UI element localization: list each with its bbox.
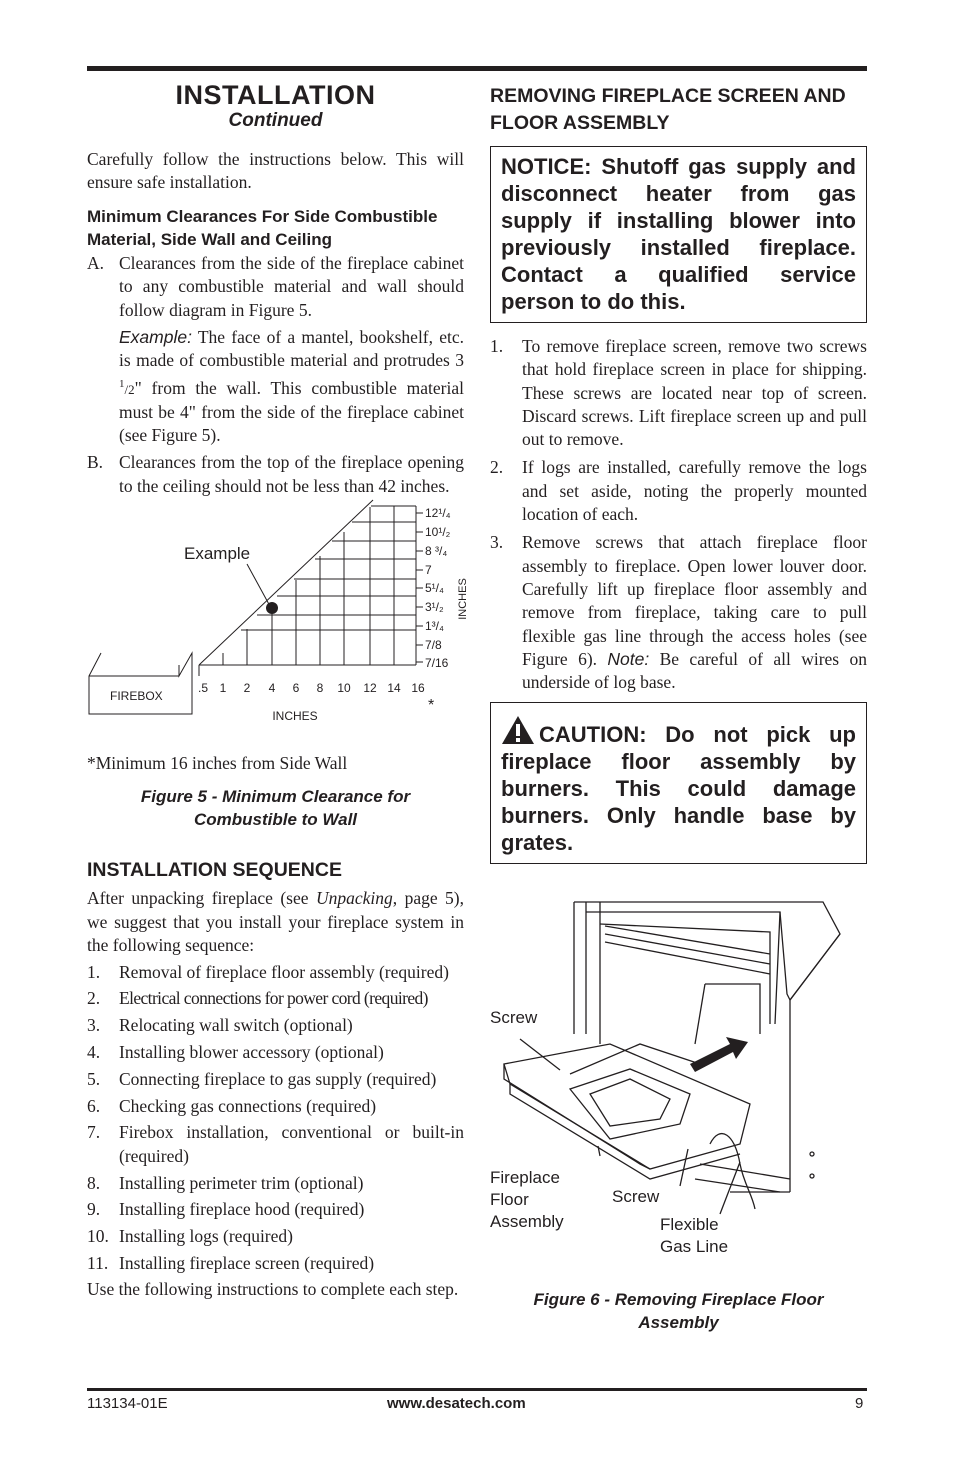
x-tick-label: .5 — [197, 680, 209, 695]
x-tick-label: 2 — [243, 680, 251, 695]
firebox-label: FIREBOX — [110, 688, 163, 703]
right-column — [490, 83, 867, 1334]
sequence-item — [87, 1068, 464, 1091]
sequence-intro: After unpacking fireplace (see Unpacking, page 5), we suggest that you install your fireplace system in the following sequence: — [87, 888, 464, 955]
example-point-marker — [266, 602, 278, 614]
intro-paragraph: Carefully follow the instructions below. This will ensure safe installation. — [87, 149, 464, 193]
example-paragraph: Example: The face of a mantel, bookshelf, etc. is made of combustible material and protrudes 3 $^1$/2" from the wall. This combustible material must be 4" from the side of the fireplace cabinet (see Figure 5). — [119, 327, 464, 446]
sequence-outro: Use the following instructions to complete each step. — [87, 1279, 459, 1300]
figure-6-caption: Figure 6 - Removing Fireplace Floor Assembly — [533, 1290, 824, 1333]
asterisk-marker: * — [428, 696, 435, 714]
sequence-item-text: Relocating wall switch (optional) — [119, 1015, 353, 1036]
y-tick-label: 7 — [425, 562, 432, 577]
website-link[interactable]: www.desatech.com — [387, 1395, 526, 1412]
sequence-item-number: 8. — [87, 1172, 101, 1193]
floor-assembly-label-1: Fireplace — [490, 1168, 560, 1188]
sequence-heading: INSTALLATION SEQUENCE — [87, 859, 342, 882]
sequence-item — [87, 987, 464, 1010]
x-tick-label: 12 — [363, 680, 377, 695]
gas-line-label-1: Flexible — [660, 1215, 719, 1235]
sequence-item — [87, 1041, 464, 1064]
removal-step — [490, 456, 867, 526]
sequence-item-text: Firebox installation, conventional or built-in (required) — [119, 1122, 464, 1166]
floor-assembly-label-3: Assembly — [490, 1212, 564, 1232]
x-tick-label: 4 — [268, 680, 276, 695]
example-callout: Example — [184, 543, 251, 563]
sequence-list — [87, 961, 464, 1276]
clearance-heading: Minimum Clearances For Side Combustible Material, Side Wall and Ceiling — [87, 206, 438, 249]
floor-assembly-label-2: Floor — [490, 1190, 529, 1210]
section-title: INSTALLATION — [175, 80, 376, 110]
y-tick-label: 8 ³/₄ — [425, 543, 448, 558]
sequence-item-text: Installing logs (required) — [119, 1226, 293, 1247]
sequence-item-text: Electrical connections for power cord (required) — [119, 988, 428, 1009]
sequence-item-number: 4. — [87, 1042, 101, 1063]
sequence-item — [87, 1121, 464, 1168]
clearance-item-b: B. Clearances from the top of the fireplace opening to the ceiling should not be less than 42 inches. — [87, 452, 464, 496]
y-axis-label: INCHES — [457, 578, 469, 620]
sequence-item-number: 10. — [87, 1226, 109, 1247]
removal-heading: REMOVING FIREPLACE SCREEN AND FLOOR ASSEMBLY — [490, 85, 846, 134]
removal-step-text: To remove fireplace screen, remove two screws that hold fireplace screen in place for shipping. These screws are located near top of screen. Discard screws. Lift fireplace screen up and pull out to remove. — [522, 336, 867, 450]
x-tick-label: 10 — [337, 680, 351, 695]
section-subtitle: Continued — [228, 110, 323, 131]
footnote: *Minimum 16 inches from Side Wall — [87, 752, 348, 773]
sequence-item-number: 11. — [87, 1252, 109, 1273]
removal-step — [490, 335, 867, 451]
screw-top-label: Screw — [490, 1008, 538, 1028]
sequence-item — [87, 1014, 464, 1037]
sequence-item-text: Checking gas connections (required) — [119, 1095, 377, 1116]
sequence-item-text: Installing blower accessory (optional) — [119, 1042, 384, 1063]
sequence-item-text: Removal of fireplace floor assembly (required) — [119, 961, 449, 982]
y-tick-label: 7/16 — [425, 655, 449, 670]
sequence-item-text: Installing fireplace screen (required) — [119, 1252, 375, 1273]
notice-box: NOTICE: Shutoff gas supply and disconnect heater from gas supply if installing blower into previously installed fireplace. Contact a qualified service person to do this. — [490, 146, 867, 323]
removal-step-number: 2. — [490, 457, 504, 478]
figure-5-caption: Figure 5 - Minimum Clearance for Combustible to Wall — [140, 787, 411, 830]
doc-number: 113134-01E — [87, 1395, 168, 1412]
sequence-item — [87, 961, 464, 984]
y-tick-label: 3¹/₂ — [425, 599, 444, 614]
sequence-item-number: 9. — [87, 1199, 101, 1220]
sequence-item-text: Installing fireplace hood (required) — [119, 1199, 365, 1220]
x-tick-label: 6 — [292, 680, 300, 695]
sequence-item — [87, 1225, 464, 1248]
bottom-rule — [87, 1388, 867, 1391]
x-axis-label: INCHES — [272, 708, 318, 723]
sequence-item — [87, 1198, 464, 1221]
y-tick-label: 10¹/₂ — [425, 524, 451, 539]
warning-icon — [501, 715, 535, 745]
left-column — [87, 80, 469, 1302]
caution-box: CAUTION: Do not pick up fireplace floor assembly by burners. This could damage burners. Only handle base by grates. — [490, 702, 867, 864]
figure-5-clearance-diagram — [87, 504, 469, 744]
removal-steps — [490, 335, 867, 526]
top-rule — [87, 66, 867, 71]
sequence-item — [87, 1252, 464, 1275]
screw-bottom-label: Screw — [612, 1187, 660, 1207]
clearance-item-a: A. Clearances from the side of the fireplace cabinet to any combustible material and wall should follow diagram in Figure 5. — [87, 253, 464, 320]
x-tick-label: 14 — [387, 680, 401, 695]
y-tick-label: 1³/₄ — [425, 618, 444, 633]
sequence-item-text: Connecting fireplace to gas supply (required) — [119, 1068, 437, 1089]
removal-step-number: 1. — [490, 336, 504, 356]
y-tick-label: 7/8 — [425, 637, 442, 652]
sequence-item-number: 3. — [87, 1015, 101, 1036]
sequence-item-text: Installing perimeter trim (optional) — [119, 1172, 364, 1193]
y-tick-label: 12¹/₄ — [425, 505, 451, 520]
gas-line-label-2: Gas Line — [660, 1237, 729, 1257]
sequence-item-number: 7. — [87, 1122, 101, 1143]
removal-step-3: 3. Remove screws that attach fireplace floor assembly to fireplace. Open lower louver door. Carefully lift up fireplace floor assembly and remove from fireplace, taking care to pull flexible gas line through the access holes (see Figure 6). Note: Be careful of all wires on underside of log base. — [490, 532, 867, 693]
x-tick-label: 1 — [219, 680, 227, 695]
y-tick-label: 5¹/₄ — [425, 580, 444, 595]
figure-6-floor-assembly-illustration — [490, 894, 867, 1264]
sequence-item-number: 1. — [87, 961, 101, 982]
x-tick-label: 8 — [316, 680, 324, 695]
sequence-item — [87, 1095, 464, 1118]
sequence-item-number: 5. — [87, 1068, 101, 1089]
sequence-item-number: 2. — [87, 988, 101, 1009]
sequence-item-number: 6. — [87, 1095, 101, 1116]
removal-step-text: If logs are installed, carefully remove the logs and set aside, noting the properly mounted location of each. — [522, 457, 867, 525]
sequence-item — [87, 1172, 464, 1195]
x-tick-label: 16 — [411, 680, 425, 695]
page-number: 9 — [855, 1395, 864, 1412]
